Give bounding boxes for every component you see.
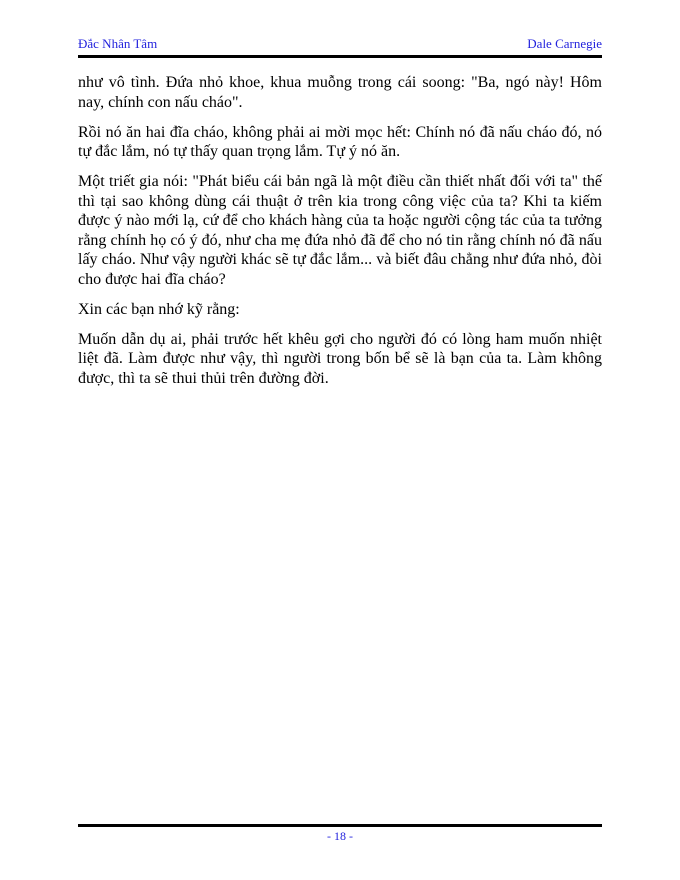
document-body [78,73,602,388]
header-rule [78,55,602,58]
paragraph: Một triết gia nói: "Phát biểu cái bản ngã là một điều cần thiết nhất đối với ta" thế thì tại sao không dùng cái thuật ở trên kia trong công việc của ta? Khi ta kiếm được ý nào mới lạ, cứ để cho khách hàng của ta hoặc người cộng tác của ta tưởng rằng chính họ có ý đó, như cha mẹ đứa nhỏ đã để cho nó tin rằng chính nó đã nấu lấy cháo. Như vậy người khác sẽ tự đắc lắm... và biết đâu chẳng như đứa nhỏ, đòi cho được hai đĩa cháo? [78,173,602,288]
paragraph: Xin các bạn nhớ kỹ rằng: [78,300,240,318]
page-number: - 18 - [327,829,353,843]
paragraph: như vô tình. Đứa nhỏ khoe, khua muỗng trong cái soong: "Ba, ngó này! Hôm nay, chính con nấu cháo". [78,74,602,111]
header-author: Dale Carnegie [527,36,602,51]
paragraph: Rồi nó ăn hai đĩa cháo, không phải ai mời mọc hết: Chính nó đã nấu cháo đó, nó tự đắc lắm, nó tự thấy quan trọng lắm. Tự ý nó ăn. [78,123,602,160]
page-footer [78,829,602,844]
header-book-title: Đắc Nhân Tâm [78,36,158,51]
footer-rule [78,824,602,827]
page-header [78,36,602,52]
paragraph: Muốn dẫn dụ ai, phải trước hết khêu gợi cho người đó có lòng ham muốn nhiệt liệt đã. Làm được như vậy, thì người trong bốn bể sẽ là bạn của ta. Làm không được, thì ta sẽ thui thủi trên đường đời. [78,330,602,387]
